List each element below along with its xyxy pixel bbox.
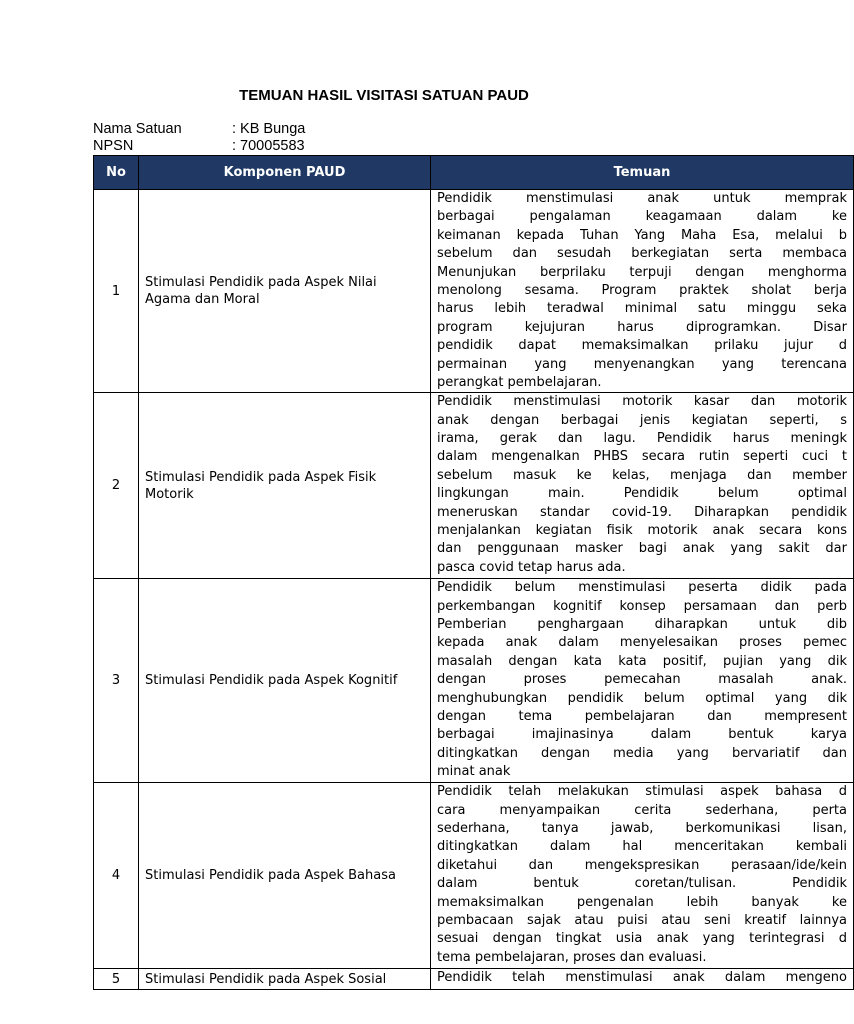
temuan-line: ditingkatkan dengan media yang bervariatif dan: [437, 745, 847, 761]
temuan-line: cara menyampaikan cerita sederhana, perta: [437, 802, 847, 818]
temuan-cell: [431, 579, 854, 783]
temuan-line: sederhana, tanya jawab, berkomunikasi lisan,: [437, 821, 847, 837]
temuan-cell: [431, 393, 854, 579]
temuan-line: dalam bentuk coretan/tulisan. Pendidik: [437, 876, 847, 892]
temuan-line: menolong sesama. Program praktek sholat berja: [437, 282, 847, 298]
nama-satuan-label: Nama Satuan: [93, 121, 182, 137]
temuan-line: diketahui dan mengekspresikan perasaan/ide/kein: [437, 857, 847, 873]
temuan-line: dengan proses pemecahan masalah anak.: [437, 672, 847, 688]
nama-satuan-value: : KB Bunga: [232, 121, 306, 137]
temuan-line: Pendidik menstimulasi anak untuk memprak: [437, 191, 847, 206]
temuan-line: kepada anak dalam menyelesaikan proses pemec: [437, 635, 847, 651]
row-number: 1: [94, 190, 139, 393]
temuan-line: perangkat pembelajaran.: [437, 374, 602, 390]
temuan-line: Pendidik telah menstimulasi anak dalam mengeno: [437, 970, 847, 986]
npsn-label: NPSN: [93, 138, 134, 154]
row-number: 2: [94, 393, 139, 579]
komponen-cell: Stimulasi Pendidik pada Aspek Bahasa: [139, 783, 431, 969]
page-title: TEMUAN HASIL VISITASI SATUAN PAUD: [239, 87, 529, 104]
temuan-cell: [431, 969, 854, 990]
temuan-line: meneruskan standar covid-19. Diharapkan pendidik: [437, 504, 847, 520]
temuan-line: dan penggunaan masker bagi anak yang sakit dar: [437, 541, 847, 557]
temuan-line: permainan yang menyenangkan yang terencana: [437, 356, 847, 372]
temuan-line: Pendidik telah melakukan stimulasi aspek bahasa d: [437, 784, 847, 800]
npsn-row: [93, 138, 305, 154]
temuan-line: berbagai imajinasinya dalam bentuk karya: [437, 727, 847, 743]
table-header-row: [94, 156, 854, 190]
temuan-line: sesuai dengan tingkat usia anak yang terintegrasi d: [437, 931, 847, 947]
temuan-line: masalah dengan kata kata positif, pujian yang dik: [437, 653, 847, 669]
npsn-value: : 70005583: [232, 138, 305, 154]
temuan-line: irama, gerak dan lagu. Pendidik harus meningk: [437, 431, 847, 447]
temuan-line: sebelum masuk ke kelas, menjaga dan member: [437, 467, 847, 483]
row-number: 4: [94, 783, 139, 969]
temuan-line: program kejujuran harus diprogramkan. Disar: [437, 319, 847, 335]
temuan-line: berbagai pengalaman keagamaan dalam ke: [437, 209, 847, 225]
komponen-cell: Stimulasi Pendidik pada Aspek Kognitif: [139, 579, 431, 783]
temuan-line: Pemberian penghargaan diharapkan untuk dib: [437, 617, 847, 633]
komponen-cell: Stimulasi Pendidik pada Aspek Sosial: [139, 969, 431, 990]
temuan-line: minat anak: [437, 764, 511, 780]
temuan-line: ditingkatkan dalam hal menceritakan kembali: [437, 839, 847, 855]
table-row: [94, 579, 854, 783]
temuan-line: Pendidik belum menstimulasi peserta didik pada: [437, 580, 847, 596]
temuan-line: memaksimalkan pengenalan lebih banyak ke: [437, 894, 847, 910]
temuan-line: lingkungan main. Pendidik belum optimal: [437, 486, 847, 502]
temuan-line: Menunjukan berprilaku terpuji dengan menghorma: [437, 264, 847, 280]
temuan-line: keimanan kepada Tuhan Yang Maha Esa, melalui b: [437, 227, 847, 243]
temuan-line: menghubungkan pendidik belum optimal yang dik: [437, 690, 847, 706]
temuan-line: tema pembelajaran, proses dan evaluasi.: [437, 949, 707, 965]
temuan-line: anak dengan berbagai jenis kegiatan seperti, s: [437, 412, 847, 428]
temuan-line: dalam mengenalkan PHBS secara rutin seperti cuci t: [437, 449, 847, 465]
row-number: 5: [94, 969, 139, 990]
temuan-line: pasca covid tetap harus ada.: [437, 559, 626, 575]
temuan-line: sebelum dan sesudah berkegiatan serta membaca: [437, 246, 847, 262]
temuan-cell: [431, 783, 854, 969]
header-temuan: Temuan: [431, 156, 854, 190]
table-row: [94, 969, 854, 990]
header-no: No: [94, 156, 139, 190]
temuan-line: pendidik dapat memaksimalkan prilaku jujur d: [437, 338, 847, 354]
table-row: [94, 783, 854, 969]
row-number: 3: [94, 579, 139, 783]
temuan-line: pembacaan sajak atau puisi atau seni kreatif lainnya: [437, 913, 847, 929]
table-row: [94, 190, 854, 393]
temuan-line: Pendidik menstimulasi motorik kasar dan motorik: [437, 394, 847, 410]
temuan-line: menjalankan kegiatan fisik motorik anak secara kons: [437, 523, 847, 539]
temuan-line: perkembangan kognitif konsep persamaan dan perb: [437, 598, 847, 614]
header-komponen: Komponen PAUD: [139, 156, 431, 190]
komponen-cell: Stimulasi Pendidik pada Aspek Nilai Agama dan Moral: [139, 190, 431, 393]
temuan-cell: [431, 190, 854, 393]
temuan-line: harus lebih teradwal minimal satu minggu seka: [437, 301, 847, 317]
findings-table: [93, 155, 854, 990]
komponen-cell: Stimulasi Pendidik pada Aspek Fisik Motorik: [139, 393, 431, 579]
table-row: [94, 393, 854, 579]
nama-satuan-row: [93, 121, 305, 137]
temuan-line: dengan tema pembelajaran dan mempresent: [437, 709, 847, 725]
